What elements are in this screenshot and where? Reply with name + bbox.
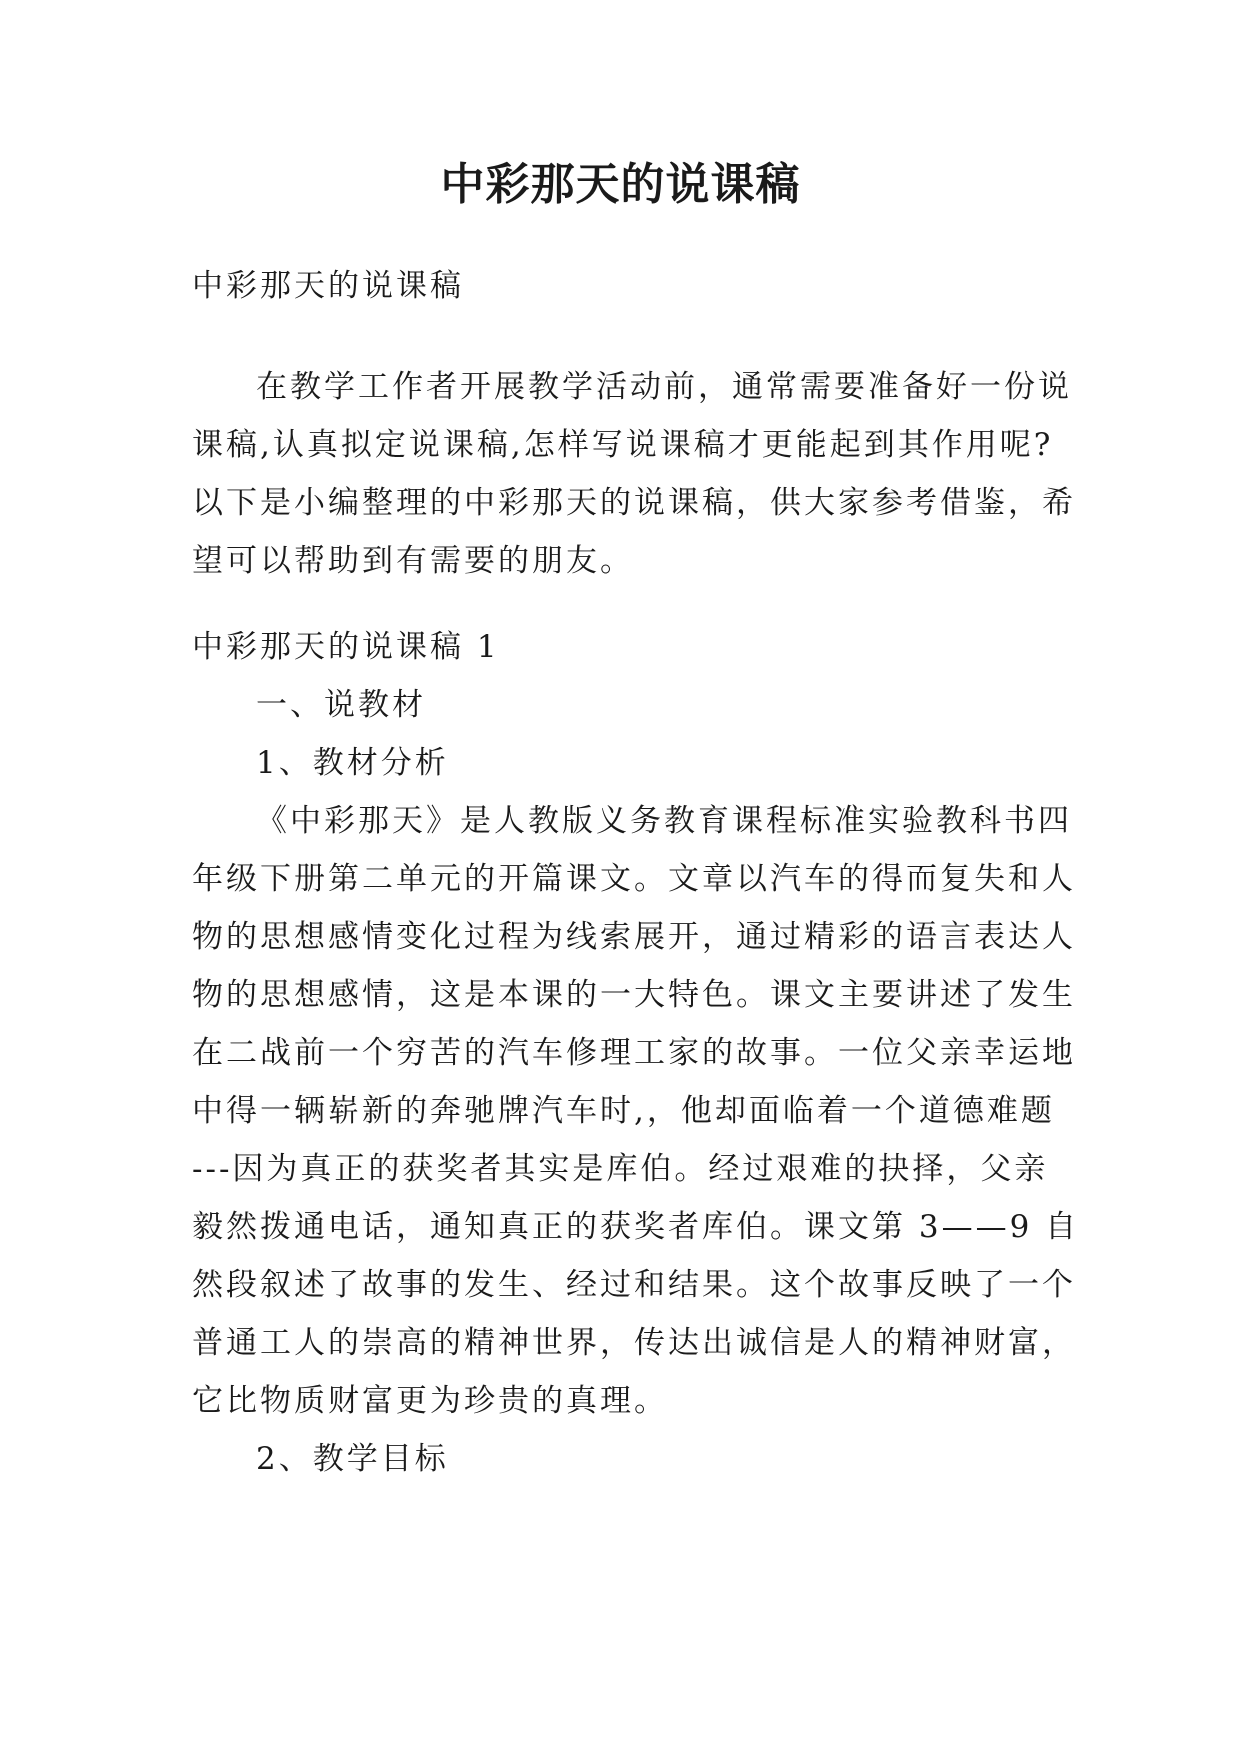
section-1 [192, 618, 1080, 1488]
part-heading: 一、说教材 [256, 687, 426, 723]
intro-line: 在教学工作者开展教学活动前，通常需要准备好一份说 [256, 369, 1072, 405]
analysis-line: 物的思想感情，这是本课的一大特色。课文主要讲述了发生 [192, 977, 1076, 1013]
analysis-line: 《中彩那天》是人教版义务教育课程标准实验教科书四 [256, 803, 1072, 839]
analysis-line: 然段叙述了故事的发生、经过和结果。这个故事反映了一个 [192, 1267, 1076, 1303]
sub-heading-analysis: 1、教材分析 [256, 745, 449, 781]
analysis-line: 普通工人的崇高的精神世界，传达出诚信是人的精神财富， [192, 1325, 1076, 1361]
analysis-line: 物的思想感情变化过程为线索展开，通过精彩的语言表达人 [192, 919, 1076, 955]
document-title: 中彩那天的说课稿 [440, 159, 801, 210]
subtitle-text: 中彩那天的说课稿 [192, 268, 464, 304]
intro-line: 以下是小编整理的中彩那天的说课稿，供大家参考借鉴，希 [192, 485, 1076, 521]
analysis-line: 它比物质财富更为珍贵的真理。 [192, 1383, 668, 1419]
document-subtitle [192, 257, 1072, 315]
analysis-line: 毅然拨通电话，通知真正的获奖者库伯。课文第 3——9 自 [192, 1209, 1080, 1245]
analysis-line: 年级下册第二单元的开篇课文。文章以汽车的得而复失和人 [192, 861, 1076, 897]
intro-line: 课稿,认真拟定说课稿,怎样写说课稿才更能起到其作用呢? [192, 427, 1054, 463]
intro-paragraph [192, 358, 1076, 590]
intro-line: 望可以帮助到有需要的朋友。 [192, 543, 634, 579]
section-heading: 中彩那天的说课稿 1 [192, 629, 500, 665]
analysis-line: ---因为真正的获奖者其实是库伯。经过艰难的抉择，父亲 [192, 1151, 1049, 1187]
sub-heading-objectives: 2、教学目标 [256, 1441, 449, 1477]
analysis-line: 中得一辆崭新的奔驰牌汽车时,，他却面临着一个道德难题 [192, 1093, 1055, 1129]
analysis-line: 在二战前一个穷苦的汽车修理工家的故事。一位父亲幸运地 [192, 1035, 1076, 1071]
